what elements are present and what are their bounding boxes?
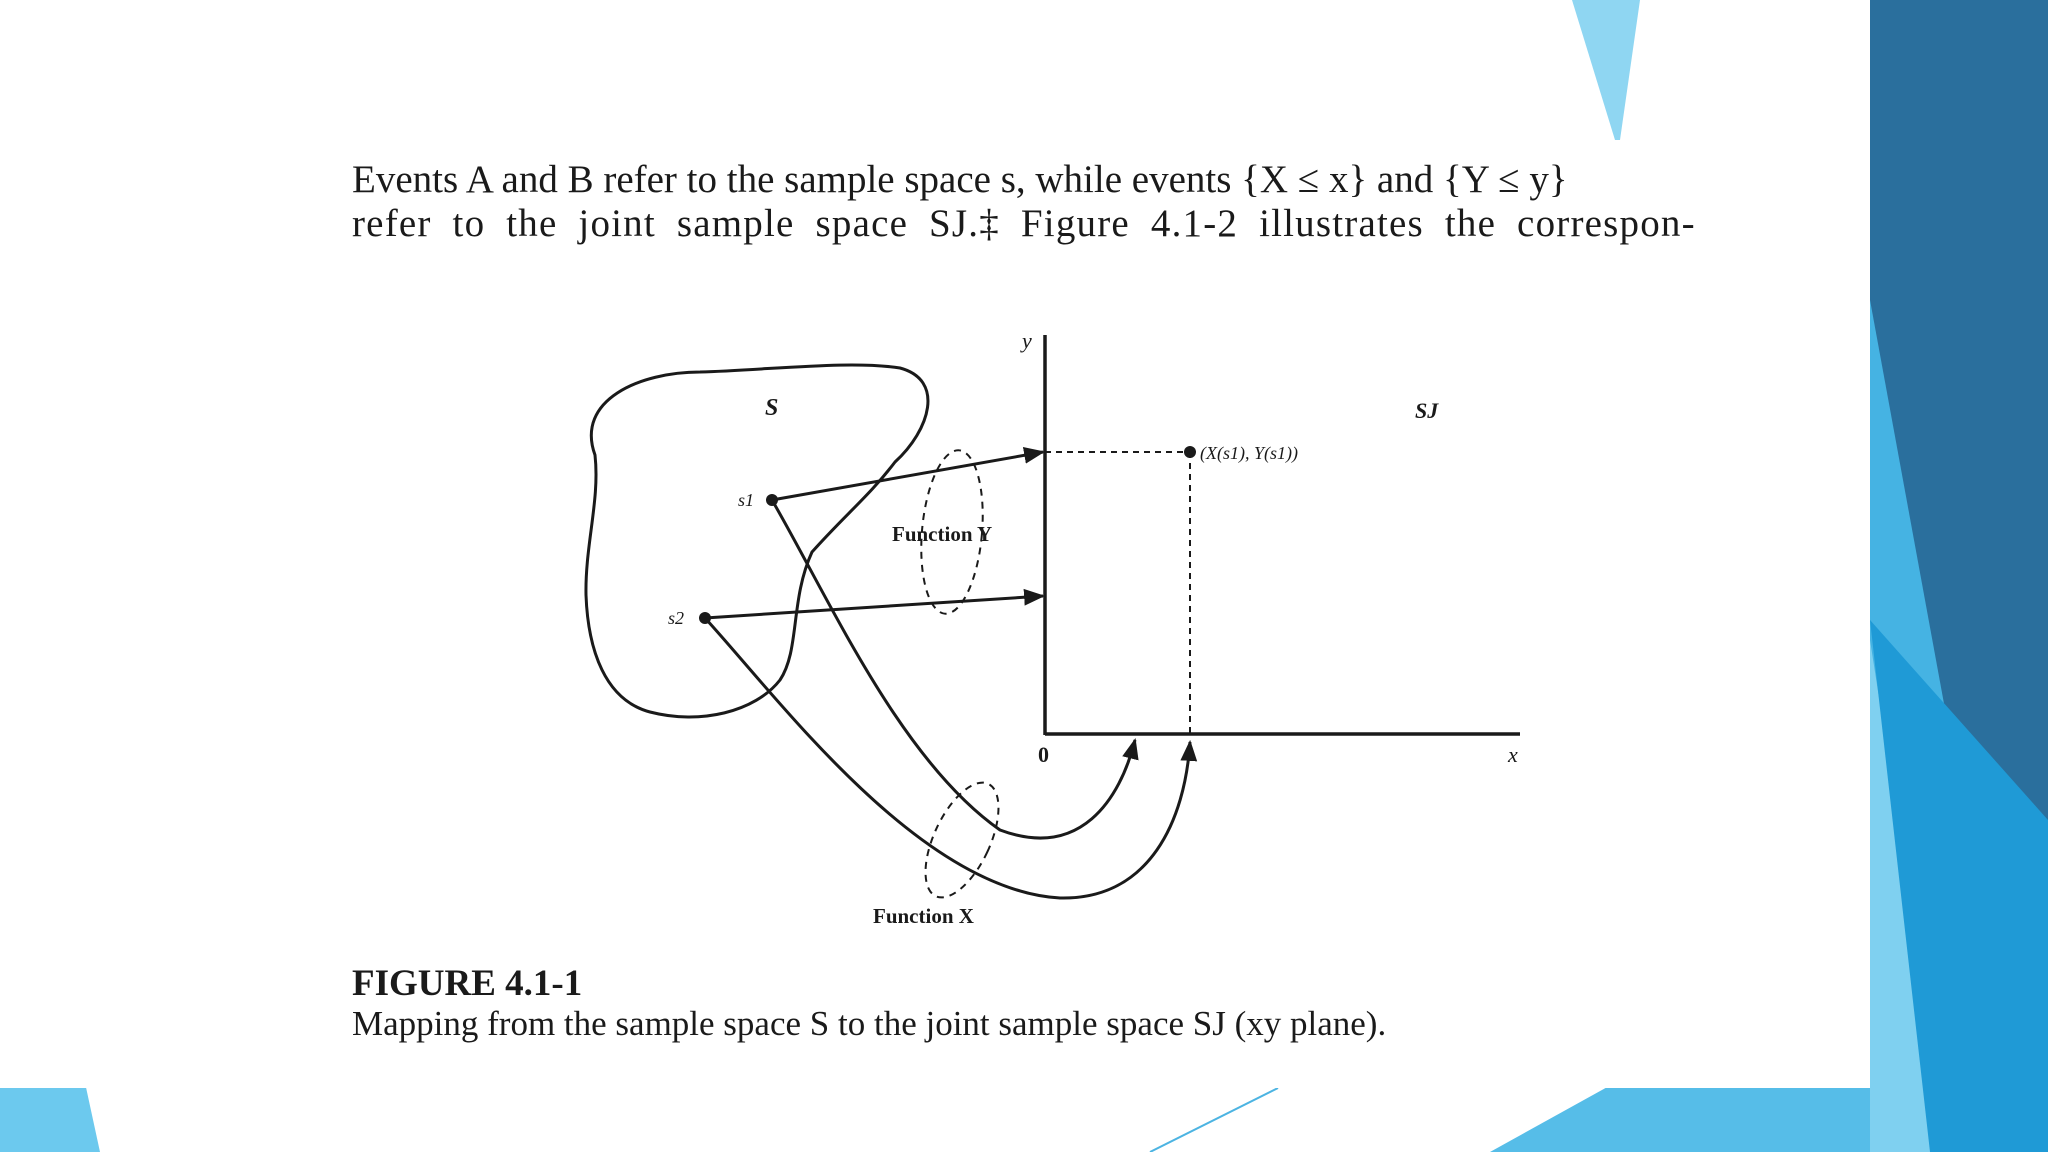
function-y-label: Function Y: [892, 522, 993, 546]
figure-caption-title: FIGURE 4.1-1: [352, 963, 583, 1004]
figure-caption-text: Mapping from the sample space S to the joint sample space SJ (xy plane).: [352, 1004, 1387, 1043]
arrow-s2-to-x: [705, 618, 1190, 898]
paragraph-line-1: Events A and B refer to the sample space s, while events {X ≤ x} and {Y ≤ y}: [352, 158, 1568, 201]
s-label: S: [765, 395, 779, 421]
sj-label: SJ: [1415, 398, 1439, 423]
y-axis-label: y: [1022, 328, 1032, 353]
sample-space-blob: [586, 365, 928, 717]
arrow-s2-to-y: [705, 596, 1043, 618]
s1-label: s1: [738, 490, 755, 510]
x-axis-label: x: [1508, 742, 1518, 767]
function-x-label: Function X: [873, 904, 974, 928]
arrow-s1-to-y: [772, 452, 1043, 500]
mapped-point: [1184, 446, 1196, 458]
point-label: (X(s1), Y(s1)): [1200, 443, 1298, 463]
arrow-s1-to-x: [772, 500, 1135, 838]
s2-label: s2: [668, 608, 685, 628]
function-x-ellipse: [910, 772, 1013, 908]
paragraph-line-2: refer to the joint sample space SJ.‡ Figure 4.1-2 illustrates the correspon-: [352, 202, 1696, 245]
origin-label: 0: [1038, 742, 1049, 767]
